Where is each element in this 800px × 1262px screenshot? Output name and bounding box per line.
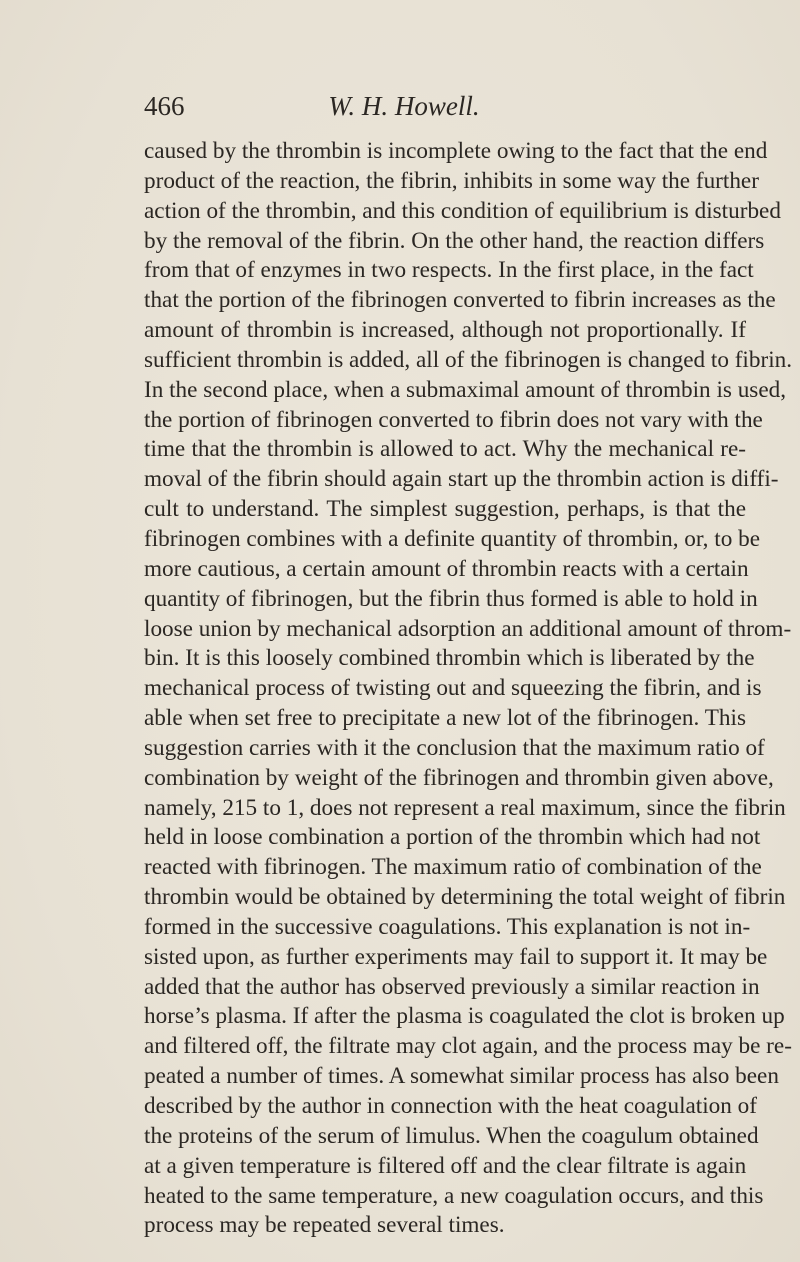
text-line: bin. It is this loosely combined thrombin which is liberated by the bbox=[144, 645, 755, 672]
text-line: that the portion of the fibrinogen converted to fibrin increases as the bbox=[144, 287, 776, 314]
text-line: described by the author in connection with the heat coagulation of bbox=[144, 1093, 757, 1119]
text-line: heated to the same temperature, a new coagulation occurs, and this bbox=[144, 1182, 764, 1209]
text-line: product of the reaction, the fibrin, inhibits in some way the further bbox=[144, 167, 759, 194]
text-line: time that the thrombin is allowed to act. Why the mechanical re- bbox=[144, 436, 746, 463]
running-title: W. H. Howell. bbox=[328, 91, 480, 121]
text-line: thrombin would be obtained by determining the total weight of fibrin bbox=[144, 884, 786, 911]
text-line: the portion of fibrinogen converted to fibrin does not vary with the bbox=[144, 406, 763, 433]
text-line: cult to understand. The simplest suggestion, perhaps, is that the bbox=[144, 496, 746, 523]
page-number: 466 bbox=[144, 91, 185, 121]
text-line: sufficient thrombin is added, all of the fibrinogen is changed to fibrin. bbox=[144, 346, 793, 373]
text-line: peated a number of times. A somewhat similar process has also been bbox=[144, 1063, 779, 1090]
text-line: loose union by mechanical adsorption an additional amount of throm- bbox=[144, 615, 792, 642]
text-line: caused by the thrombin is incomplete owing to the fact that the end bbox=[144, 138, 768, 164]
text-line: moval of the fibrin should again start up the thrombin action is diffi- bbox=[144, 466, 779, 493]
text-line: action of the thrombin, and this condition of equilibrium is disturbed bbox=[144, 197, 781, 224]
text-line: more cautious, a certain amount of thrombin reacts with a certain bbox=[144, 555, 749, 582]
text-line: and filtered off, the filtrate may clot again, and the process may be re- bbox=[144, 1033, 792, 1060]
text-line: by the removal of the fibrin. On the other hand, the reaction differs bbox=[144, 227, 765, 254]
text-line: formed in the successive coagulations. This explanation is not in- bbox=[144, 913, 751, 940]
text-line: amount of thrombin is increased, although not proportionally. If bbox=[144, 317, 746, 344]
text-line: process may be repeated several times. bbox=[144, 1212, 505, 1239]
text-line: quantity of fibrinogen, but the fibrin thus formed is able to hold in bbox=[144, 585, 758, 612]
text-line: mechanical process of twisting out and squeezing the fibrin, and is bbox=[144, 675, 762, 702]
text-line: at a given temperature is filtered off and the clear filtrate is again bbox=[144, 1152, 747, 1179]
text-line: able when set free to precipitate a new lot of the fibrinogen. This bbox=[144, 705, 746, 732]
text-line: from that of enzymes in two respects. In the first place, in the fact bbox=[144, 257, 754, 284]
text-line: namely, 215 to 1, does not represent a real maximum, since the fibrin bbox=[144, 794, 786, 821]
text-line: the proteins of the serum of limulus. When the coagulum obtained bbox=[144, 1122, 759, 1149]
text-line: fibrinogen combines with a definite quantity of thrombin, or, to be bbox=[144, 525, 760, 552]
text-line: held in loose combination a portion of the thrombin which had not bbox=[144, 824, 761, 851]
text-line: reacted with fibrinogen. The maximum ratio of combination of the bbox=[144, 854, 762, 881]
text-line: horse’s plasma. If after the plasma is coagulated the clot is broken up bbox=[144, 1003, 785, 1030]
text-line: combination by weight of the fibrinogen and thrombin given above, bbox=[144, 764, 774, 791]
text-line: In the second place, when a submaximal amount of thrombin is used, bbox=[144, 376, 787, 403]
running-head bbox=[144, 86, 744, 126]
body-paragraph bbox=[144, 137, 793, 1241]
text-line: added that the author has observed previously a similar reaction in bbox=[144, 973, 760, 1000]
text-line: sisted upon, as further experiments may fail to support it. It may be bbox=[144, 943, 768, 970]
text-line: suggestion carries with it the conclusion that the maximum ratio of bbox=[144, 734, 765, 761]
